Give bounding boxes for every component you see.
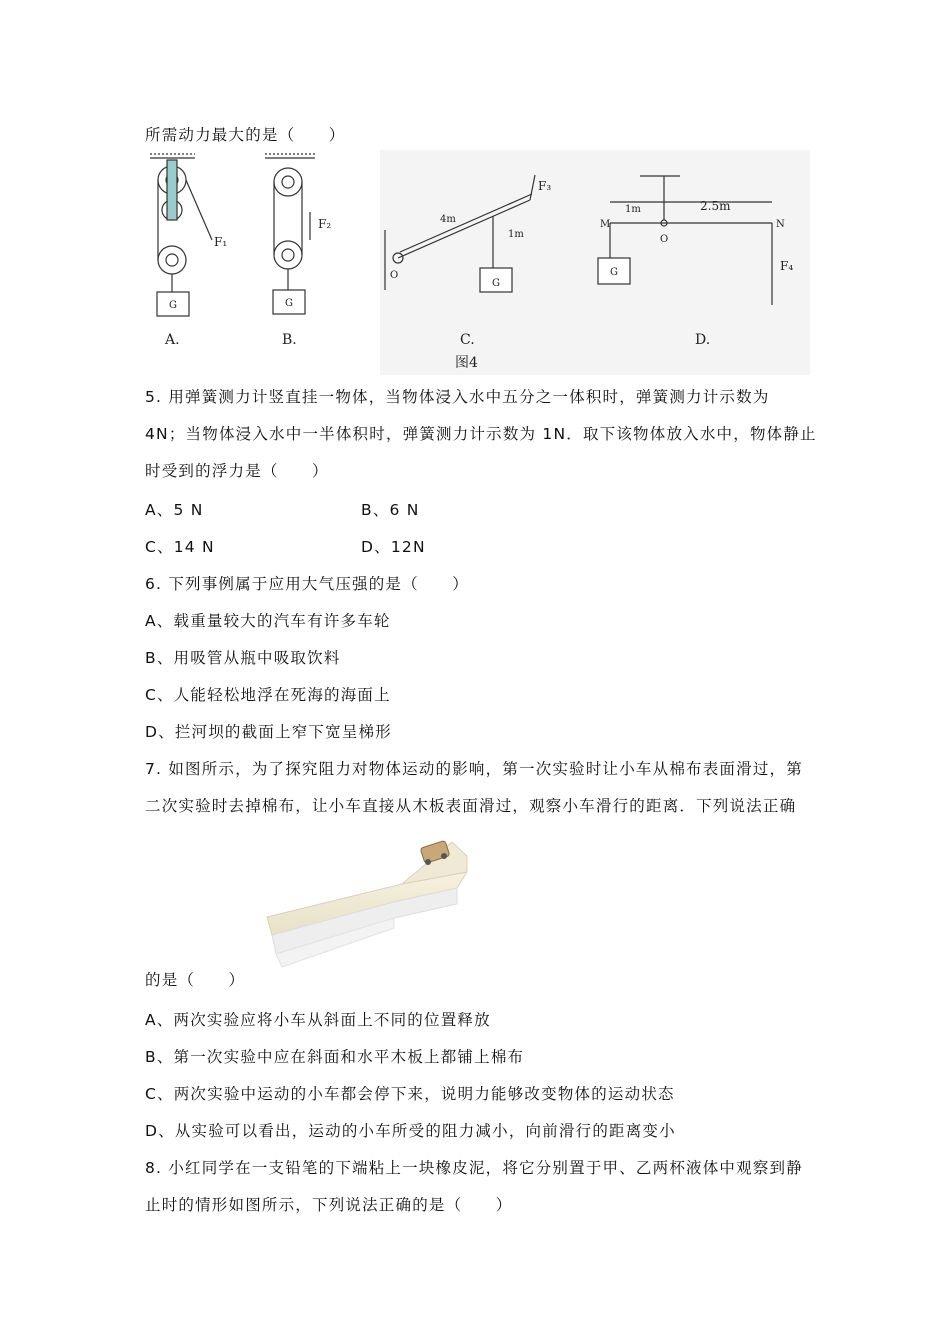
force-f4: F₄: [780, 259, 794, 273]
q7-option-b: B、第一次实验中应在斜面和水平木板上都铺上棉布: [145, 1048, 525, 1066]
point-o-d: O: [660, 234, 669, 245]
weight-c: G: [492, 278, 500, 289]
pulley-system-b: [265, 154, 315, 314]
q4-tail: 所需动力最大的是（ ）: [145, 126, 346, 144]
q6-option-b: B、用吸管从瓶中吸取饮料: [145, 649, 341, 667]
length-1m-d: 1m: [625, 204, 641, 215]
force-f3: F₃: [538, 179, 552, 193]
q6-option-c: C、人能轻松地浮在死海的海面上: [145, 686, 391, 704]
weight-d: G: [610, 267, 618, 278]
length-1m: 1m: [508, 229, 524, 240]
pulley-system-a: [150, 154, 212, 316]
q8-line2: 止时的情形如图所示，下列说法正确的是（ ）: [145, 1196, 513, 1214]
q7-option-a: A、两次实验应将小车从斜面上不同的位置释放: [145, 1011, 491, 1029]
q8-line1: 8. 小红同学在一支铅笔的下端粘上一块橡皮泥，将它分别置于甲、乙两杯液体中观察到静: [145, 1159, 803, 1177]
figure-label-b: B.: [282, 332, 297, 348]
q7-line1: 7. 如图所示，为了探究阻力对物体运动的影响，第一次实验时让小车从棉布表面滑过，第: [145, 760, 803, 778]
q6-stem: 6. 下列事例属于应用大气压强的是（ ）: [145, 575, 469, 593]
ramp-figure: [262, 832, 472, 972]
length-2-5m: 2.5m: [700, 199, 731, 213]
force-f1: F₁: [214, 235, 228, 249]
figure-label-c: C.: [460, 332, 475, 348]
figure-caption: 图4: [455, 355, 478, 371]
force-f2: F₂: [318, 217, 332, 231]
figure-label-d: D.: [695, 332, 711, 348]
figure-label-a: A.: [165, 332, 180, 348]
q7-line2: 二次实验时去掉棉布，让小车直接从木板表面滑过，观察小车滑行的距离．下列说法正确: [145, 797, 797, 815]
length-4m: 4m: [440, 214, 456, 225]
figure-4: [140, 150, 810, 375]
q6-option-a: A、载重量较大的汽车有许多车轮: [145, 612, 391, 630]
point-n: N: [776, 219, 785, 230]
weight-b: G: [285, 298, 293, 309]
q5-option-b: B、6 N: [361, 501, 420, 519]
q5-line2: 4N；当物体浸入水中一半体积时，弹簧测力计示数为 1N．取下该物体放入水中，物体静止: [145, 425, 817, 443]
q5-line1: 5. 用弹簧测力计竖直挂一物体，当物体浸入水中五分之一体积时，弹簧测力计示数为: [145, 388, 770, 406]
q7-line3: 的是（ ）: [145, 971, 246, 989]
point-m: M: [600, 219, 611, 230]
q6-option-d: D、拦河坝的截面上窄下宽呈梯形: [145, 723, 392, 741]
q5-option-a: A、5 N: [145, 501, 204, 519]
q5-option-d: D、12N: [361, 538, 426, 556]
q5-option-c: C、14 N: [145, 538, 215, 556]
weight-a: G: [169, 300, 177, 311]
pivot-o-c: O: [390, 270, 399, 281]
q5-line3: 时受到的浮力是（ ）: [145, 462, 329, 480]
q7-option-d: D、从实验可以看出，运动的小车所受的阻力减小，向前滑行的距离变小: [145, 1122, 676, 1140]
q7-option-c: C、两次实验中运动的小车都会停下来，说明力能够改变物体的运动状态: [145, 1085, 675, 1103]
ramp-diagram: [262, 832, 472, 972]
q5-option-row-1: [145, 498, 204, 520]
